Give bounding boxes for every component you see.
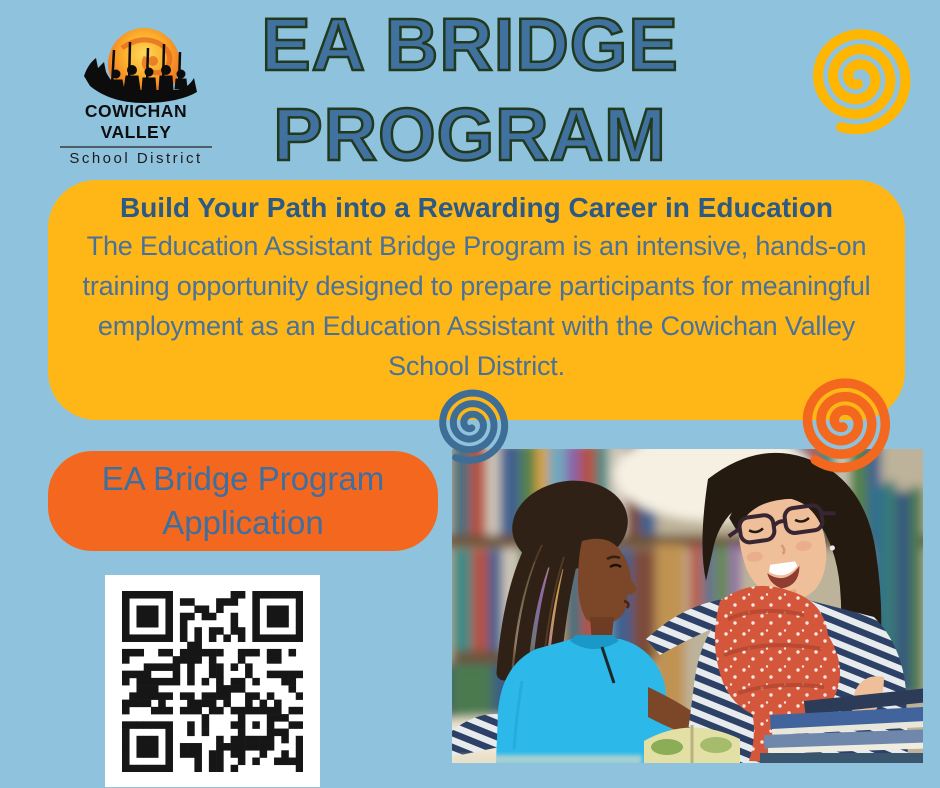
qr-code [105,575,320,787]
district-name: COWICHAN VALLEY [84,101,188,142]
application-button[interactable]: EA Bridge Program Application [48,451,438,551]
page-title [0,0,940,180]
qr-code-icon [122,591,303,772]
title-line2: PROGRAM [273,93,667,176]
card-body-text: The Education Assistant Bridge Program is an intensive, hands-on training opportunity designed to prepare participants for meaningful employment as an Education Assistant with the Cowichan Valley School District. [82,231,871,381]
card-heading: Build Your Path into a Rewarding Career in Education [119,192,834,223]
library-photo [452,449,923,763]
district-subtitle: School District [69,150,203,167]
program-description-card [48,180,905,420]
library-photo-art [452,449,923,763]
title-line1: EA BRIDGE [261,3,679,86]
